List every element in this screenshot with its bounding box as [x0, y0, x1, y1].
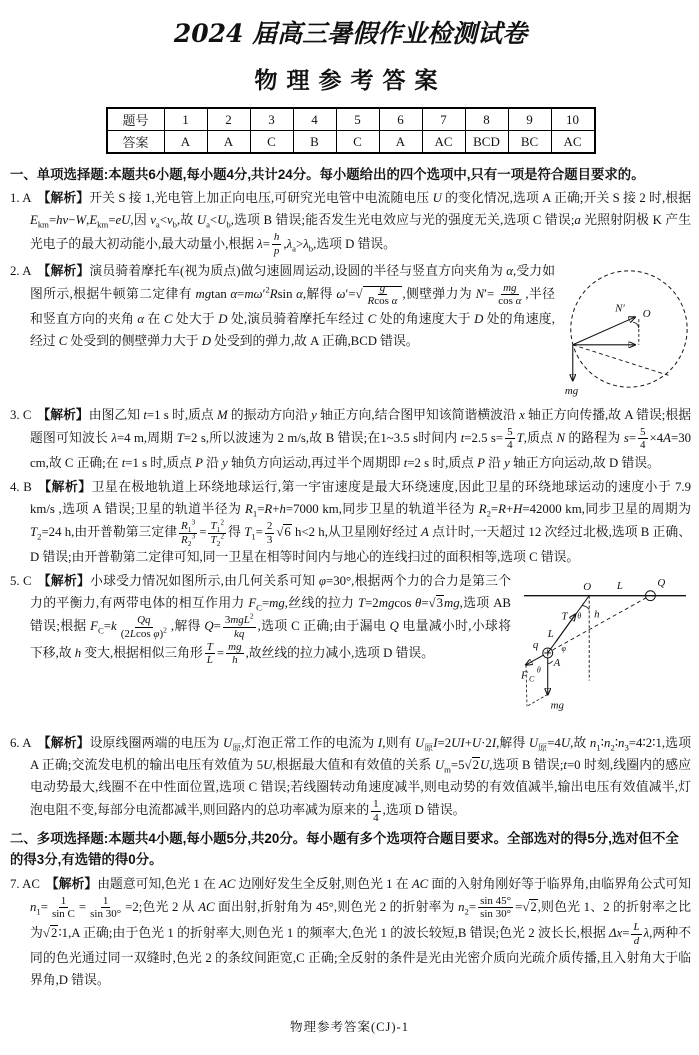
table-cell: 9: [508, 108, 551, 131]
phi-label: φ: [561, 644, 566, 654]
question-number-row: [107, 108, 595, 131]
theta-arc: [582, 606, 589, 610]
row-label: 题号: [107, 108, 165, 131]
charged-ball-force-diagram: [519, 570, 691, 728]
point-A-label: A: [553, 657, 561, 670]
table-cell: C: [336, 131, 379, 154]
QA-dashed-line: [553, 598, 647, 650]
item-solution-text: 【解析】设原线圈两端的电压为 $U_原$,灯泡正常工作的电流为 I,则有 $U_原I=2UI+U\cdot 2I$,解得 $U_原=4U$,故 $n_1∶n_2∶n_3=4∶2∶1$,选项 A 正确;交流发电机的输出电压有效值为 5U,根据最大值和有效值的关系 $U_m=5√2U$,选项 B 错误;t=0 时刻,线圈内的感应电动势最大,线圈不在中性面位置,选项 C 错误;若线圈转动角速度减半,则电动势的有效值减半,输出电压有效值减半,灯泡电阻不变,每部分电流都减半,则回路内的总功率减为原来的 $\frac{1}{4}$ ,选项 D 错误。: [30, 735, 692, 825]
solution-item-4: [10, 476, 691, 568]
table-cell: 7: [422, 108, 465, 131]
item-number-answer: 7. AC: [10, 876, 40, 891]
solution-item-2: [10, 260, 691, 402]
answer-table: [106, 107, 596, 154]
item-number-answer: 5. C: [10, 574, 32, 589]
item-solution-text: 【解析】小球受力情况如图所示,由几何关系可知 φ=30°,根据两个力的合力是第三个力的平衡力,有两带电体的相互作用力 $F_C=mg$,丝线的拉力 T=2mgcos θ=√3mg,选项 AB 错误;根据 $F_C=k$ $\frac{Qq}{(2Lcos \varphi)^2}$ ,解得 Q= $\frac{3mgL^2}{kq}$ ,选项 C 正确;由于漏电 Q 电量减小时,小球将下移,故 h 变大,根据相似三角形 $\frac{T}{L}$ = $\frac{mg}{h}$ ,故丝线的拉力减小,选项 D 错误。: [30, 573, 511, 667]
gravity-label: mg: [550, 699, 564, 712]
item-solution-text: 【解析】开关 S 接 1,光电管上加正向电压,可研究光电管中电流随电压 U 的变化情况,选项 A 正确;开关 S 接 2 时,根据 $E_{km}=h\nu-W,E_{km}=eU$,因 $\nu_a<\nu_b$,故 $U_a<U_b$,选项 B 错误;能否发生光电效应与光的强度无关,选项 C 错误;a 光照射阴极 K 产生光电子的最大初动能小,最大动量小,根据 λ= $\frac{h}{p}$ $,\lambda_a>\lambda_b$,选项 D 错误。: [30, 190, 691, 258]
item-solution-text: 【解析】演员骑着摩托车(视为质点)做匀速圆周运动,设圆的半径与竖直方向夹角为 α,受力如图所示,根据牛顿第二定律有 mgtan $\alpha=m\omega'^2Rsin$ α,解得 ω′=√ $\frac{g}{\text{Rcos α}}$ ,侧壁弹力为 N′= $\frac{mg}{\text{cos α}}$ ,半径和竖直方向的夹角 α 在 C 处大于 D 处,演员骑着摩托车经过 C 处的角速度大于 D 处的角速度,经过 C 处受到的侧壁弹力大于 D 处受到的弹力,故 A 正确,BCD 错误。: [30, 262, 556, 349]
page-footer: 物理参考答案(CJ)-1: [290, 1020, 409, 1034]
charge-q-label: q: [532, 639, 539, 652]
item-solution-text: 【解析】由图乙知 t=1 s 时,质点 M 的振动方向沿 y 轴正方向,结合图甲知该简谐横波沿 x 轴正方向传播,故 A 错误;根据题图可知波长 λ=4 m,周期 T=2 s,所以波速为 2 m/s,故 B 错误;在1~3.5 s时间内 t=2.5 s= $\frac{5}{4}$ T,质点 N 的路程为 s= $\frac{5}{4}$ ×4A=30 cm,故 C 正确;在 t=1 s 时,质点 P 沿 y 轴负方向运动,再过半个周期即 t=2 s 时,质点 P 沿 y 轴正方向运动,故 D 错误。: [30, 406, 692, 471]
table-cell: A: [207, 131, 250, 154]
distance-L-label: L: [616, 580, 623, 593]
answer-row: [107, 131, 595, 154]
solution-item-7: [10, 873, 691, 992]
table-cell: 3: [250, 108, 293, 131]
center-label: O: [642, 307, 651, 320]
coulomb-force-sub: C: [528, 674, 535, 684]
row-label: 答案: [107, 131, 165, 154]
item-number-answer: 3. C: [10, 407, 32, 422]
parallelogram-dashed: [527, 695, 548, 707]
table-cell: 10: [551, 108, 595, 131]
item-number-answer: 1. A: [10, 191, 32, 206]
item-solution-text: 【解析】由题意可知,色光 1 在 AC 边刚好发生全反射,则色光 1 在 AC 面的入射角刚好等于临界角,由临界角公式可知 $n_1=$ $\frac{1}{\text{sin C}}$ = $\frac{1}{\sin 30^\circ}$ =2;色光 2 从 AC 面出射,折射角为 45°,则色光 2 的折射率为 $n_2=$ $\frac{\sin 45^\circ}{\sin 30^\circ}$ =√2,则色光 1、2 的折射率之比为√2∶1,A 正确;由于色光 1 的折射率大,则色光 1 的频率大,色光 1 的波长较短,B 错误;色光 2 波长长,根据 Δx= $\frac{L}{d}$ λ,两种不同的色光通过同一双缝时,色光 2 的条纹间距宽,C 正确;全反射的条件是光由光密介质向光疏介质传播,且入射角大于临界角,D 错误。: [30, 875, 692, 988]
normal-force-arrow: [573, 317, 635, 345]
table-cell: 8: [465, 108, 508, 131]
solution-item-1: [10, 187, 691, 257]
table-cell: BC: [508, 131, 551, 154]
gravity-label: mg: [564, 384, 579, 397]
table-cell: AC: [422, 131, 465, 154]
height-label: h: [594, 608, 600, 621]
solution-item-6: [10, 732, 691, 824]
pivot-label: O: [583, 581, 592, 594]
table-cell: 4: [293, 108, 336, 131]
table-cell: 1: [164, 108, 207, 131]
table-cell: 5: [336, 108, 379, 131]
coulomb-force-label: F: [521, 670, 528, 682]
section1-heading: 一、单项选择题:本题共6小题,每小题4分,共计24分。每小题给出的四个选项中,只有一项是符合题目要求的。: [10, 167, 645, 182]
item-number-answer: 6. A: [10, 736, 32, 751]
table-cell: A: [379, 131, 422, 154]
table-cell: 2: [207, 108, 250, 131]
table-cell: BCD: [465, 131, 508, 154]
phi-arc: [548, 661, 553, 664]
dashed-diagonal: [573, 345, 669, 376]
exam-title: 2024 届高三暑假作业检测试卷: [173, 19, 528, 48]
table-cell: C: [250, 131, 293, 154]
coulomb-force-arrow: [526, 655, 544, 665]
table-cell: A: [164, 131, 207, 154]
table-cell: 6: [379, 108, 422, 131]
item-solution-text: 【解析】卫星在极地轨道上环绕地球运行,第一宇宙速度是最大环绕速度,因此卫星的环绕地球运动的速度小于 7.9 km/s ,选项 A 错误;卫星的轨道半径为 $R_1=R+h=7000$ km,同步卫星的轨道半径为 $R_2=R+H=42000$ km,同步卫星的周期为 $T_2=24$ h,由开普勒第三定律 $\frac{R_1^3}{R_2^3}$ = $\frac{T_1^2}{T_2^2}$ 得 $T_1=$ $\frac{2}{3}$ √6 h<2 h,从卫星刚好经过 A 点计时,一天超过 12 次经过北极,选项 B 正确、D 错误;由开普勒第二定律可知,同一卫星在相等时间内与地心的连线扫过的面积相等,选项 C 错误。: [30, 479, 692, 565]
table-cell: B: [293, 131, 336, 154]
section2-heading: 二、多项选择题:本题共4小题,每小题5分,共20分。每小题有多个选项符合题目要求。全部选对的得5分,选对但不全的得3分,有选错的得0分。: [10, 830, 679, 868]
angle-arc: [633, 322, 639, 328]
normal-force-label: N′: [615, 302, 625, 315]
solution-item-3: [10, 404, 691, 474]
solution-item-5: [10, 570, 691, 730]
item-number-answer: 2. A: [10, 263, 32, 278]
string-length-label: L: [547, 628, 554, 641]
theta-low-label: θ: [536, 666, 541, 676]
circular-motion-diagram: [563, 260, 691, 400]
theta-label: θ: [577, 611, 582, 621]
circle-wall: [571, 271, 687, 387]
charge-Q-label: Q: [657, 577, 666, 590]
tension-label: T: [561, 610, 568, 623]
answer-key-title: 物理参考答案: [254, 67, 447, 93]
table-cell: AC: [551, 131, 595, 154]
item-number-answer: 4. B: [10, 480, 32, 495]
